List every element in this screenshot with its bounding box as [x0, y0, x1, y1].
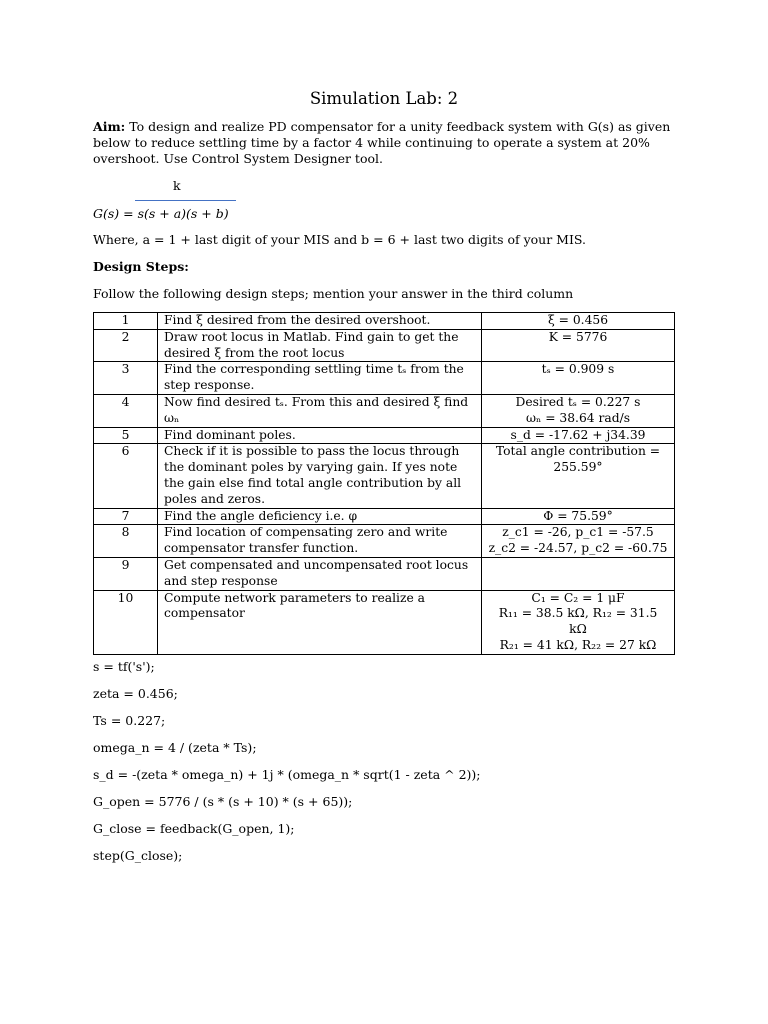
aim-label: Aim:: [93, 119, 126, 134]
table-row: [94, 525, 675, 558]
step-answer: Φ = 75.59°: [482, 508, 675, 525]
table-row: [94, 329, 675, 362]
code-line: s_d = -(zeta * omega_n) + 1j * (omega_n * sqrt(1 - zeta ^ 2));: [93, 767, 481, 782]
code-line: Ts = 0.227;: [93, 713, 166, 728]
step-answer: ξ = 0.456: [482, 313, 675, 330]
aim-paragraph: [93, 119, 675, 167]
step-number: 1: [94, 313, 158, 330]
step-description: Check if it is possible to pass the locus through the dominant poles by varying gain. If yes note the gain else find total angle contribution by all poles and zeros.: [158, 444, 482, 508]
step-number: 5: [94, 427, 158, 444]
step-number: 9: [94, 557, 158, 590]
step-number: 10: [94, 590, 158, 654]
step-description: Find dominant poles.: [158, 427, 482, 444]
step-answer: Desired tₛ = 0.227 s ωₙ = 38.64 rad/s: [482, 394, 675, 427]
fraction-bar: [135, 200, 236, 201]
code-line: G_close = feedback(G_open, 1);: [93, 821, 295, 836]
step-number: 3: [94, 362, 158, 395]
design-steps-table: [93, 312, 675, 655]
step-description: Find the corresponding settling time tₛ from the step response.: [158, 362, 482, 395]
page-title: Simulation Lab: 2: [309, 89, 459, 108]
step-answer: s_d = -17.62 + j34.39: [482, 427, 675, 444]
step-answer: z_c1 = -26, p_c1 = -57.5 z_c2 = -24.57, p_c2 = -60.75: [482, 525, 675, 558]
step-answer: Total angle contribution = 255.59°: [482, 444, 675, 508]
design-steps-heading: Design Steps:: [93, 259, 189, 274]
code-line: s = tf('s');: [93, 659, 155, 674]
table-row: [94, 313, 675, 330]
step-answer: tₛ = 0.909 s: [482, 362, 675, 395]
aim-text: To design and realize PD compensator for a unity feedback system with G(s) as given below to reduce settling time by a factor 4 while continuing to operate a system at 20% overshoot. Use Control System Designer tool.: [93, 119, 671, 166]
step-number: 8: [94, 525, 158, 558]
formula-lhs: G(s) =: [93, 206, 138, 221]
step-number: 2: [94, 329, 158, 362]
step-answer: K = 5776: [482, 329, 675, 362]
table-row: [94, 508, 675, 525]
table-row: [94, 444, 675, 508]
table-row: [94, 427, 675, 444]
table-row: [94, 362, 675, 395]
step-answer: C₁ = C₂ = 1 μF R₁₁ = 38.5 kΩ, R₁₂ = 31.5 kΩ R₂₁ = 41 kΩ, R₂₂ = 27 kΩ: [482, 590, 675, 654]
step-description: Draw root locus in Matlab. Find gain to get the desired ξ from the root locus: [158, 329, 482, 362]
step-description: Find location of compensating zero and write compensator transfer function.: [158, 525, 482, 558]
step-description: Find the angle deficiency i.e. φ: [158, 508, 482, 525]
code-line: zeta = 0.456;: [93, 686, 178, 701]
where-text: Where, a = 1 + last digit of your MIS and b = 6 + last two digits of your MIS.: [93, 232, 587, 247]
formula-denominator: s(s + a)(s + b): [137, 206, 229, 221]
code-line: step(G_close);: [93, 848, 183, 863]
step-description: Now find desired tₛ. From this and desired ξ find ωₙ: [158, 394, 482, 427]
code-line: omega_n = 4 / (zeta * Ts);: [93, 740, 257, 755]
step-description: Compute network parameters to realize a compensator: [158, 590, 482, 654]
step-description: Find ξ desired from the desired overshoot.: [158, 313, 482, 330]
formula-numerator: k: [173, 178, 181, 193]
table-row: [94, 590, 675, 654]
step-number: 4: [94, 394, 158, 427]
table-row: [94, 394, 675, 427]
follow-text: Follow the following design steps; mention your answer in the third column: [93, 286, 574, 301]
step-number: 7: [94, 508, 158, 525]
step-answer: [482, 557, 675, 590]
step-number: 6: [94, 444, 158, 508]
transfer-function: [93, 206, 229, 222]
table-row: [94, 557, 675, 590]
step-description: Get compensated and uncompensated root locus and step response: [158, 557, 482, 590]
code-line: G_open = 5776 / (s * (s + 10) * (s + 65));: [93, 794, 353, 809]
